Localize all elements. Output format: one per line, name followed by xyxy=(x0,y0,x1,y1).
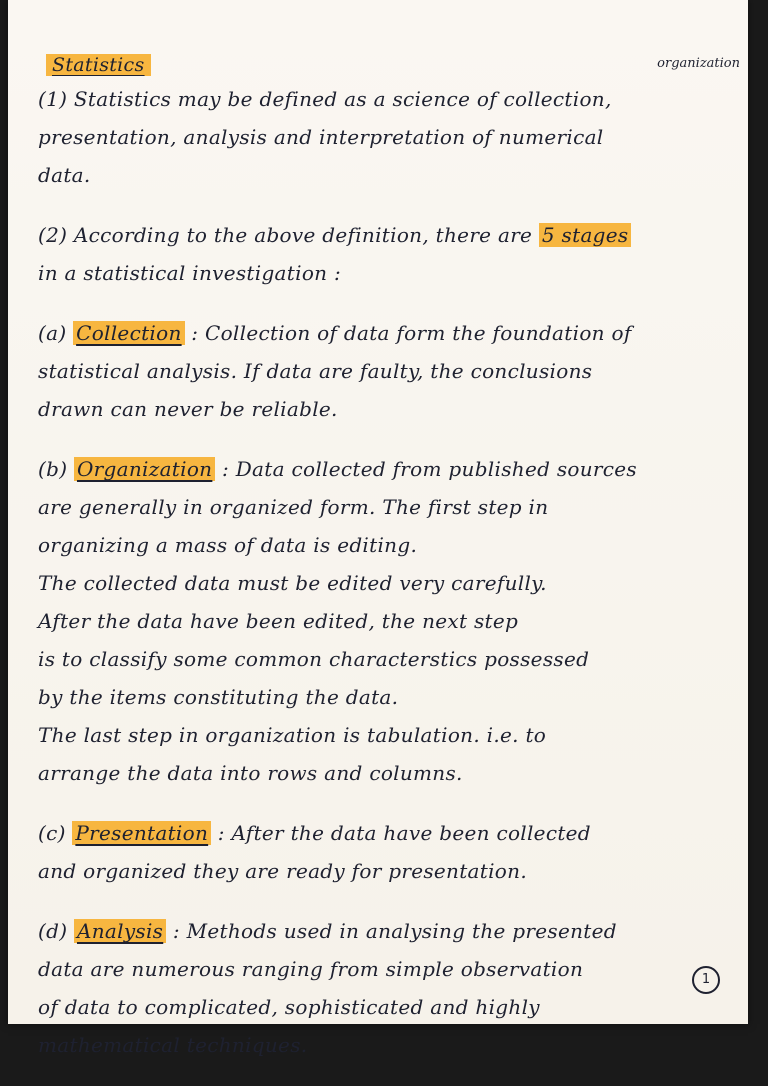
paragraph-1 xyxy=(38,80,738,194)
d-line-4: mathematical techniques. xyxy=(38,1033,308,1057)
a-line-2: statistical analysis. If data are faulty, the conclusions xyxy=(38,359,593,383)
p2-line-2: in a statistical investigation : xyxy=(38,261,342,285)
section-presentation xyxy=(38,814,738,890)
a-line-3: drawn can never be reliable. xyxy=(38,397,338,421)
term-organization: Organization xyxy=(74,457,215,481)
p1-line-1: (1) Statistics may be defined as a science of collection, xyxy=(38,87,612,111)
page-heading: Statistics xyxy=(46,54,151,76)
c-line-1: (c) Presentation : After the data have been collected xyxy=(38,821,591,845)
b-line-5: After the data have been edited, the next step xyxy=(38,609,519,633)
notes-body xyxy=(38,52,738,1086)
section-collection xyxy=(38,314,738,428)
term-presentation: Presentation xyxy=(72,821,211,845)
p1-line-3: data. xyxy=(38,163,91,187)
b-line-9: arrange the data into rows and columns. xyxy=(38,761,463,785)
d-line-1: (d) Analysis : Methods used in analysing the presented xyxy=(38,919,617,943)
d-line-2: data are numerous ranging from simple observation xyxy=(38,957,584,981)
d-line-3: of data to complicated, sophisticated and highly xyxy=(38,995,540,1019)
term-collection: Collection xyxy=(73,321,185,345)
page-number: 1 xyxy=(692,966,720,994)
b-line-7: by the items constituting the data. xyxy=(38,685,399,709)
b-line-3: organizing a mass of data is editing. xyxy=(38,533,418,557)
b-line-6: is to classify some common characterstics possessed xyxy=(38,647,590,671)
term-analysis: Analysis xyxy=(74,919,166,943)
a-line-1: (a) Collection : Collection of data form the foundation of xyxy=(38,321,632,345)
p1-line-2: presentation, analysis and interpretation of numerical xyxy=(38,125,604,149)
p2-line-1: (2) According to the above definition, there are 5 stages xyxy=(38,216,738,254)
highlight-stages: 5 stages xyxy=(539,223,632,247)
paragraph-2 xyxy=(38,216,738,292)
c-line-2: and organized they are ready for presentation. xyxy=(38,859,527,883)
margin-annotation: organization xyxy=(657,56,740,71)
notebook-page xyxy=(8,0,748,1057)
b-line-4: The collected data must be edited very carefully. xyxy=(38,571,547,595)
section-analysis xyxy=(38,912,738,1064)
b-line-8: The last step in organization is tabulation. i.e. to xyxy=(38,723,547,747)
section-organization xyxy=(38,450,738,792)
b-line-2: are generally in organized form. The first step in xyxy=(38,495,549,519)
b-line-1: (b) Organization : Data collected from published sources xyxy=(38,457,637,481)
